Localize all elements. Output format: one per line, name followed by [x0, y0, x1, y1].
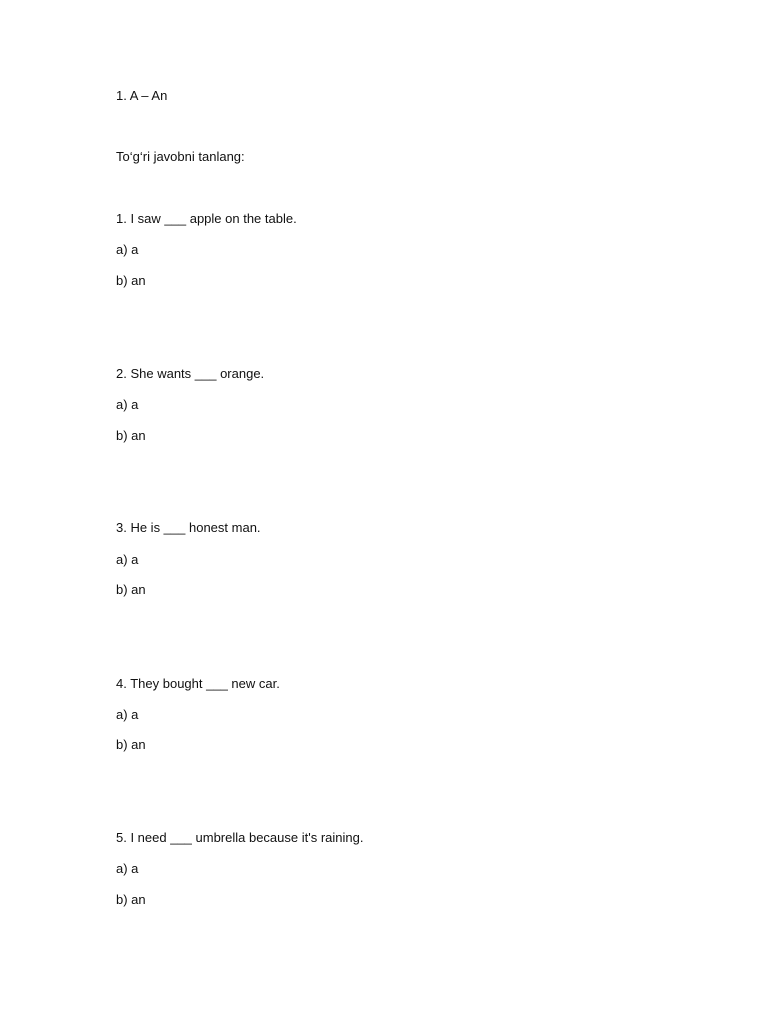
question-4-option-b: b) an — [116, 737, 146, 752]
question-2-option-b: b) an — [116, 428, 146, 443]
question-3-option-b: b) an — [116, 582, 146, 597]
question-1-option-a: a) a — [116, 242, 139, 257]
question-2-text: 2. She wants ___ orange. — [116, 366, 265, 381]
question-3-option-a: a) a — [116, 552, 139, 567]
question-1-option-b: b) an — [116, 273, 146, 288]
question-5-option-b: b) an — [116, 892, 146, 907]
question-2-option-a: a) a — [116, 397, 139, 412]
question-4-text: 4. They bought ___ new car. — [116, 676, 280, 691]
question-4-option-a: a) a — [116, 707, 139, 722]
question-1-text: 1. I saw ___ apple on the table. — [116, 211, 297, 226]
instruction-text: To‘g‘ri javobni tanlang: — [116, 149, 245, 164]
question-5-text: 5. I need ___ umbrella because it's raining. — [116, 830, 364, 845]
question-3-text: 3. He is ___ honest man. — [116, 520, 261, 535]
question-5-option-a: a) a — [116, 861, 139, 876]
document-heading: 1. A – An — [116, 88, 168, 103]
